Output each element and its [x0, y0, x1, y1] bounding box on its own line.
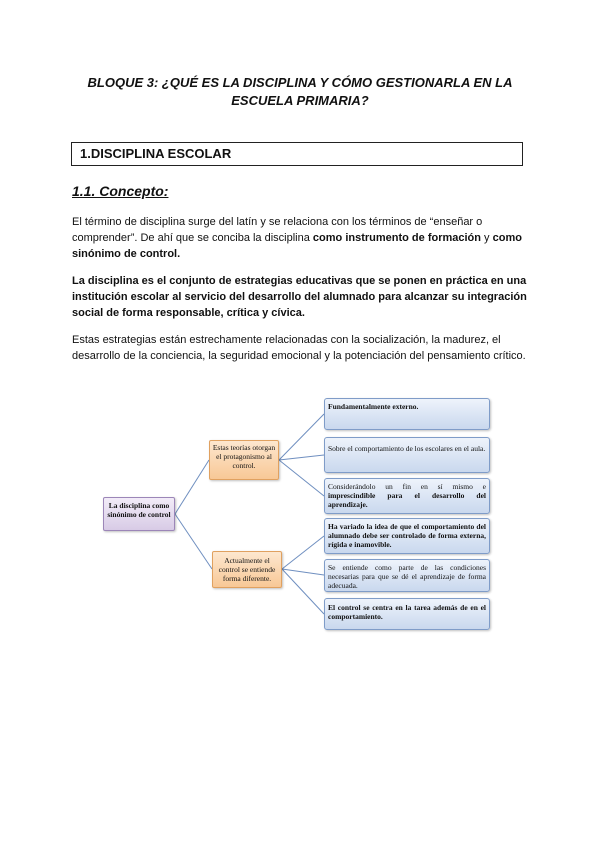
diagram-node-theories: Estas teorías otorgan el protagonismo al control. [209, 440, 279, 480]
diagram-node-currently: Actualmente el control se entiende forma diferente. [212, 551, 282, 588]
connector-root-mid2 [175, 514, 212, 569]
diagram-leaf-task-focus [324, 598, 490, 630]
diagram-leaf-external [324, 398, 490, 430]
connector-mid2-leaf6 [282, 569, 324, 614]
p1-bold-instrumento: como instrumento de formación [312, 232, 481, 244]
leaf3-bold: imprescindible para el desarrollo del aprendizaje. [328, 491, 486, 509]
leaf1-text: Fundamentalmente externo. [328, 402, 419, 411]
document-title: BLOQUE 3: ¿QUÉ ES LA DISCIPLINA Y CÓMO GESTIONARLA EN LA ESCUELA PRIMARIA? [87, 75, 513, 108]
leaf3-text: Considerándolo un fin en sí mismo e [328, 482, 486, 491]
connector-mid1-leaf1 [279, 414, 324, 460]
paragraph-bold-definition: La disciplina es el conjunto de estrategias educativas que se ponen en práctica en una institución escolar al servicio del desarrollo del alumnado para alcanzar su integración social de forma responsable, crítica y cívica. [72, 275, 527, 319]
connector-mid1-leaf3 [279, 460, 324, 496]
section-heading: 1.DISCIPLINA ESCOLAR [80, 146, 232, 161]
connector-mid2-leaf5 [282, 569, 324, 575]
diagram-leaf-idea-changed [324, 518, 490, 554]
paragraph-strategies: Estas estrategias están estrechamente relacionadas con la socialización, la madurez, el desarrollo de la conciencia, la seguridad emocional y la potenciación del pensamiento crítico. [72, 334, 526, 362]
p1-text: El término de disciplina surge del latín y se relaciona con los términos de “enseñar o comprender”. De ahí que se conciba la disciplina [72, 216, 483, 244]
leaf4-text: Ha variado la idea de que el comportamiento del alumnado debe ser controlado de forma [328, 522, 486, 540]
connector-mid1-leaf2 [279, 455, 324, 460]
connector-mid2-leaf4 [282, 536, 324, 569]
diagram-leaf-end-in-itself [324, 478, 490, 514]
connector-root-mid1 [175, 460, 209, 514]
p1-connector: y [481, 232, 493, 244]
leaf6-text: El control se centra en la tarea además de en el comportamiento. [328, 603, 486, 621]
leaf4-bold: externa, rígida e inamovible. [328, 531, 486, 549]
p1-bold-control: como sinónimo de control. [72, 232, 522, 260]
diagram-root-node: La disciplina como sinónimo de control [103, 497, 175, 531]
subheading: 1.1. Concepto: [72, 183, 169, 199]
diagram-leaf-behavior: Sobre el comportamiento de los escolares en el aula. [324, 437, 490, 473]
diagram-leaf-conditions: Se entiende como parte de las condiciones necesarias para que se dé el aprendizaje de forma adecuada. [324, 559, 490, 592]
